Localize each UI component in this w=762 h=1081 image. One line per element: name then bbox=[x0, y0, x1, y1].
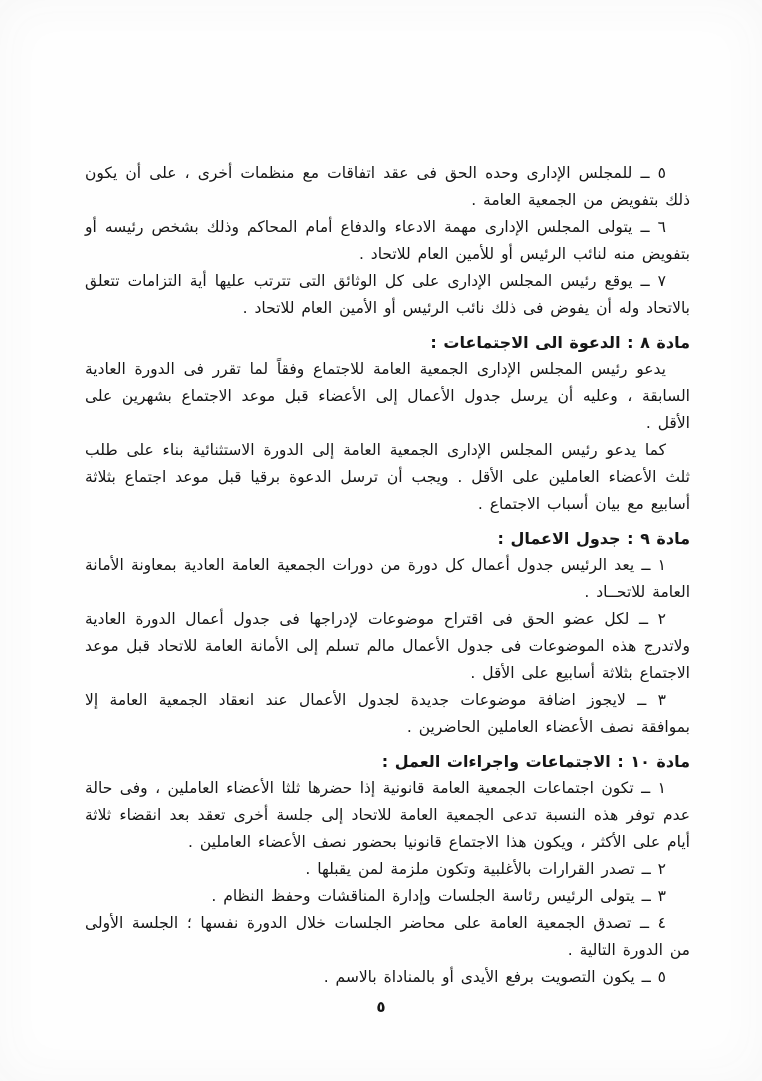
article-10-item-3: ٣ ــ يتولى الرئيس رئاسة الجلسات وإدارة المناقشات وحفظ النظام . bbox=[211, 887, 666, 905]
article-10-item-1: ١ ــ تكون اجتماعات الجمعية العامة قانونية إذا حضرها ثلثا الأعضاء العاملين ، وفى حالة عدم توفر هذه النسبة تدعى الجمعية العامة للاتحاد إلى جلسة أخرى تعقد بعد انقضاء ثلاثة أيام على الأكثر ، ويكون هذا الاجتماع قانونيا بحضور نصف الأعضاء العاملين . bbox=[85, 779, 690, 851]
article-8-paragraph-2: كما يدعو رئيس المجلس الإدارى الجمعية العامة إلى الدورة الاستثنائية بناء على طلب ثلث الأعضاء العاملين على الأقل . ويجب أن ترسل الدعوة برقيا قبل موعد اجتماع بثلاثة أسابيع مع بيان أسباب الاجتماع . bbox=[85, 441, 690, 513]
numbered-item-6: ٦ ــ يتولى المجلس الإدارى مهمة الادعاء والدفاع أمام المحاكم وذلك بشخص رئيسه أو بتفويض منه لنائب الرئيس أو للأمين العام للاتحاد . bbox=[85, 218, 690, 263]
article-9-item-3: ٣ ــ لايجوز اضافة موضوعات جديدة لجدول الأعمال عند انعقاد الجمعية العامة إلا بموافقة نصف الأعضاء العاملين الحاضرين . bbox=[85, 691, 690, 736]
article-10-item-2: ٢ ــ تصدر القرارات بالأغلبية وتكون ملزمة لمن يقبلها . bbox=[305, 860, 666, 878]
page-text-block bbox=[85, 160, 690, 991]
page-number: ٥ bbox=[376, 998, 386, 1016]
article-8-paragraph-1: يدعو رئيس المجلس الإدارى الجمعية العامة للاجتماع وفقاً لما تقرر فى الدورة العادية السابقة ، وعليه أن يرسل جدول الأعمال إلى الأعضاء قبل موعد الاجتماع بشهرين على الأقل . bbox=[85, 360, 690, 432]
article-10-item-4: ٤ ــ تصدق الجمعية العامة على محاضر الجلسات خلال الدورة نفسها ؛ الجلسة الأولى من الدورة التالية . bbox=[85, 914, 690, 959]
article-9-item-2: ٢ ــ لكل عضو الحق فى اقتراح موضوعات لإدراجها فى جدول أعمال الدورة العادية ولاتدرج هذه الموضوعات فى جدول الأعمال مالم تسلم إلى الأمانة العامة للاتحاد قبل موعد الاجتماع بثلاثة أسابيع على الأقل . bbox=[85, 610, 690, 682]
numbered-item-5: ٥ ــ للمجلس الإدارى وحده الحق فى عقد اتفاقات مع منظمات أخرى ، على أن يكون ذلك بتفويض من الجمعية العامة . bbox=[85, 164, 690, 209]
numbered-item-7: ٧ ــ يوقع رئيس المجلس الإدارى على كل الوثائق التى تترتب عليها أية التزامات تتعلق بالاتحاد وله أن يفوض فى ذلك نائب الرئيس أو الأمين العام للاتحاد . bbox=[85, 272, 690, 317]
article-9-heading: مادة ٩ : جدول الاعمال : bbox=[497, 529, 690, 548]
article-10-heading: مادة ١٠ : الاجتماعات واجراءات العمل : bbox=[381, 752, 690, 771]
article-8-heading: مادة ٨ : الدعوة الى الاجتماعات : bbox=[430, 333, 690, 352]
article-10-item-5: ٥ ــ يكون التصويت برفع الأيدى أو بالمناداة بالاسم . bbox=[323, 968, 666, 986]
article-9-item-1: ١ ــ يعد الرئيس جدول أعمال كل دورة من دورات الجمعية العامة العادية بمعاونة الأمانة العامة للاتحــاد . bbox=[85, 556, 690, 601]
